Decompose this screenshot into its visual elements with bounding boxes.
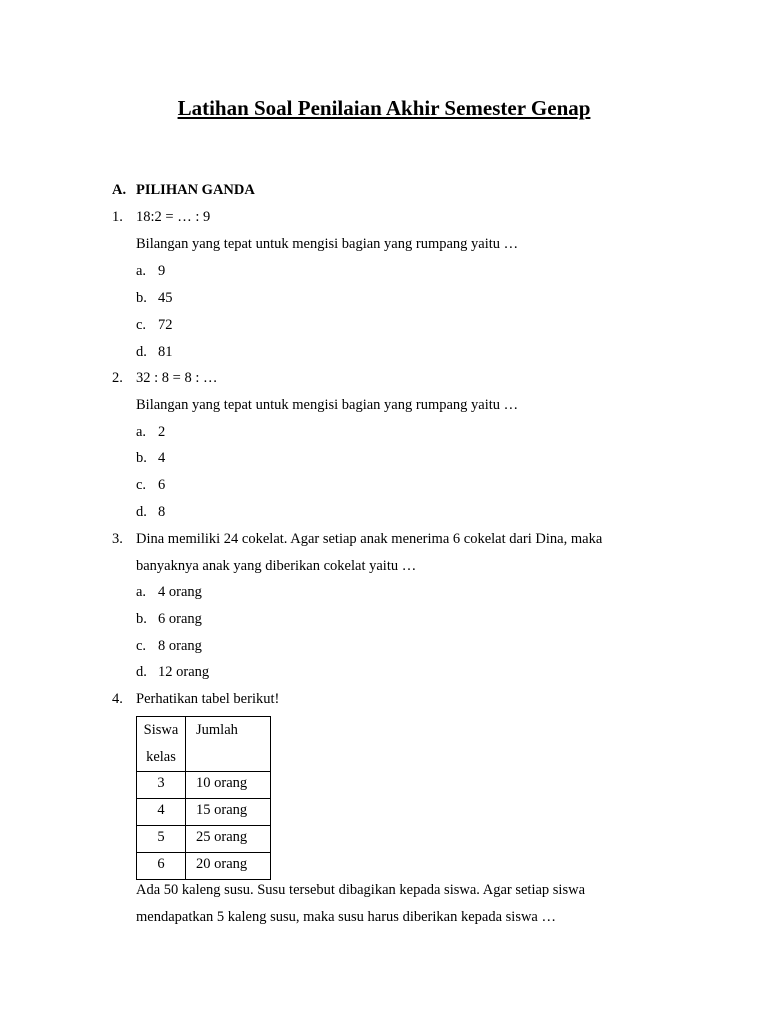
question-1-option-d: 81: [158, 344, 173, 360]
table-row: [137, 853, 271, 880]
table-cell-count: 25 orang: [186, 826, 271, 853]
table-cell-class: 3: [137, 772, 186, 799]
table-cell-class: 6: [137, 853, 186, 880]
table-header-cell: [137, 717, 186, 772]
question-1-option-c: 72: [158, 317, 173, 333]
option-letter: c.: [136, 317, 147, 333]
table-cell-count: 20 orang: [186, 853, 271, 880]
option-letter: d.: [136, 344, 147, 360]
table-cell-class: 4: [137, 799, 186, 826]
question-4-instruction: Perhatikan tabel berikut!: [136, 691, 280, 707]
question-1-option-a: 9: [158, 263, 166, 279]
option-letter: a.: [136, 424, 147, 440]
question-2-prompt: Bilangan yang tepat untuk mengisi bagian yang rumpang yaitu …: [136, 397, 519, 413]
question-1-equation: 18:2 = … : 9: [136, 209, 211, 225]
header-jumlah: Jumlah: [196, 722, 238, 738]
option-letter: b.: [136, 450, 147, 466]
question-2-option-b: 4: [158, 450, 166, 466]
option-letter: a.: [136, 263, 147, 279]
question-2-equation: 32 : 8 = 8 : …: [136, 370, 218, 386]
question-3-option-d: 12 orang: [158, 664, 210, 680]
question-2-number: 2.: [112, 370, 123, 386]
student-table: [136, 716, 271, 880]
table-row: [137, 772, 271, 799]
section-letter: A.: [112, 182, 127, 198]
table-header-row: [137, 717, 271, 772]
table-cell-count: 15 orang: [186, 799, 271, 826]
question-3-number: 3.: [112, 531, 123, 547]
question-2-option-d: 8: [158, 504, 166, 520]
question-2-option-c: 6: [158, 477, 166, 493]
question-3-text-line-1: Dina memiliki 24 cokelat. Agar setiap anak menerima 6 cokelat dari Dina, maka: [136, 531, 603, 547]
option-letter: c.: [136, 477, 147, 493]
option-letter: d.: [136, 504, 147, 520]
option-letter: b.: [136, 290, 147, 306]
question-4-text-line-2: mendapatkan 5 kaleng susu, maka susu harus diberikan kepada siswa …: [136, 909, 556, 925]
option-letter: a.: [136, 584, 147, 600]
option-letter: d.: [136, 664, 147, 680]
question-3-option-c: 8 orang: [158, 638, 202, 654]
question-4-number: 4.: [112, 691, 123, 707]
option-letter: c.: [136, 638, 147, 654]
table-row: [137, 799, 271, 826]
table-cell-class: 5: [137, 826, 186, 853]
page-title: Latihan Soal Penilaian Akhir Semester Genap: [177, 96, 591, 120]
question-1-number: 1.: [112, 209, 123, 225]
question-2-option-a: 2: [158, 424, 166, 440]
table-row: [137, 826, 271, 853]
header-siswa: Siswa: [143, 722, 179, 738]
question-1-option-b: 45: [158, 290, 173, 306]
question-3-option-b: 6 orang: [158, 611, 202, 627]
table-cell-count: 10 orang: [186, 772, 271, 799]
question-1-prompt: Bilangan yang tepat untuk mengisi bagian yang rumpang yaitu …: [136, 236, 519, 252]
section-heading: PILIHAN GANDA: [136, 182, 255, 198]
header-kelas: kelas: [146, 749, 176, 765]
option-letter: b.: [136, 611, 147, 627]
table-header-cell: [186, 717, 271, 772]
question-4-text-line-1: Ada 50 kaleng susu. Susu tersebut dibagikan kepada siswa. Agar setiap siswa: [136, 882, 586, 898]
question-3-option-a: 4 orang: [158, 584, 202, 600]
question-3-text-line-2: banyaknya anak yang diberikan cokelat yaitu …: [136, 558, 417, 574]
